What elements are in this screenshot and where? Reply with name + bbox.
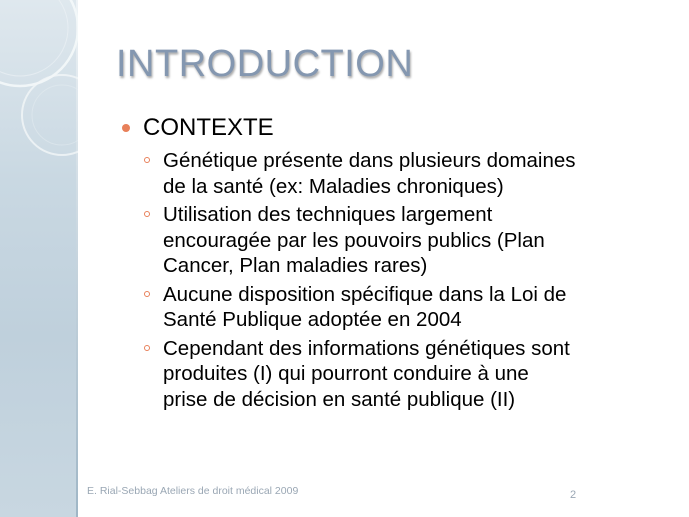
list-item: Utilisation des techniques largement encouragée par les pouvoirs publics (Plan Cancer, Plan maladies rares) [120, 202, 675, 279]
section-heading [120, 112, 675, 144]
footer-text: E. Rial-Sebbag Ateliers de droit médical 2009 [87, 485, 299, 497]
list-item: Aucune disposition spécifique dans la Loi de Santé Publique adoptée en 2004 [120, 282, 675, 333]
page-number: 2 [570, 489, 577, 501]
list-item: Cependant des informations génétiques sont produites (I) qui pourront conduire à une prise de décision en santé publique (II) [120, 336, 675, 413]
slide-content [120, 112, 675, 415]
list-item: Génétique présente dans plusieurs domaines de la santé (ex: Maladies chroniques) [120, 148, 675, 199]
bullet-dot-icon [122, 124, 130, 132]
bullet-ring-icon [144, 345, 150, 351]
bullet-ring-icon [144, 291, 150, 297]
bullet-ring-icon [144, 157, 150, 163]
side-circle-decoration [0, 0, 78, 517]
slide-title: INTRODUCTION [116, 43, 414, 85]
sub-bullet-list [120, 148, 675, 412]
section-heading-label: CONTEXTE [143, 114, 274, 141]
bullet-ring-icon [144, 211, 150, 217]
